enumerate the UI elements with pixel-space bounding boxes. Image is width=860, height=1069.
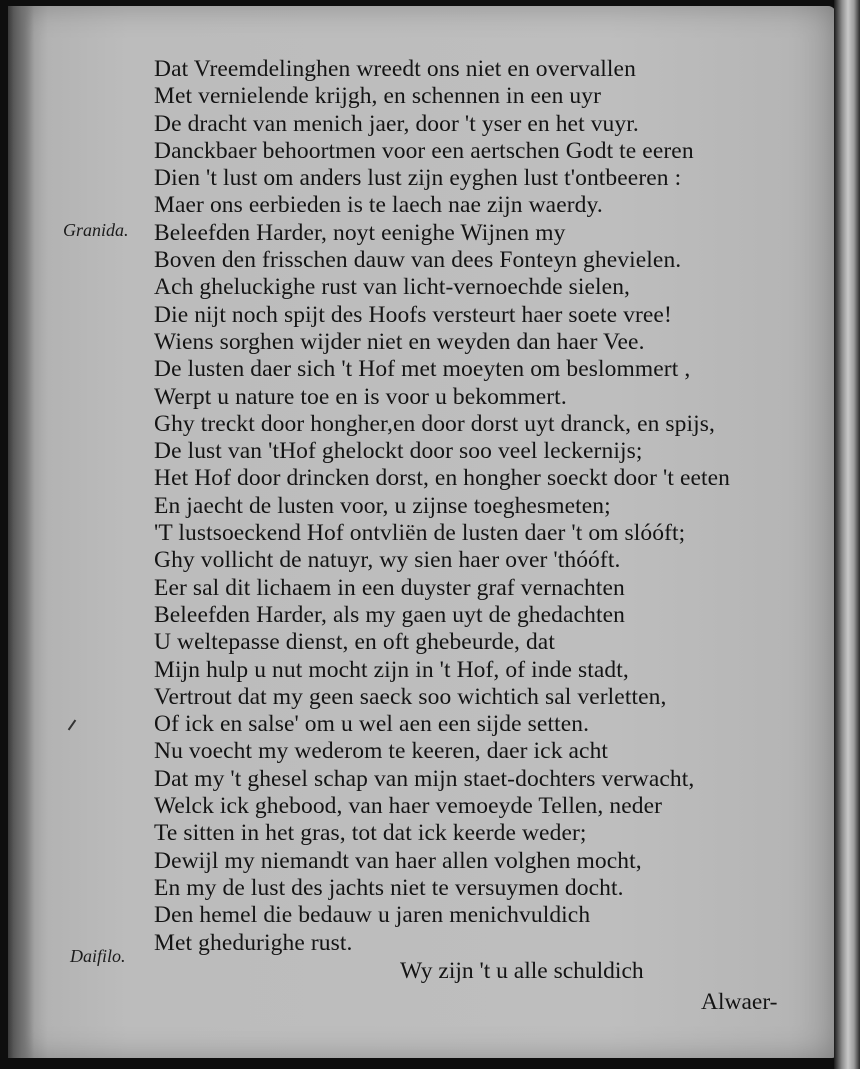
verse-line: Mijn hulp u nut mocht zijn in 't Hof, of inde stadt, — [154, 656, 629, 683]
verse-line: U weltepasse dienst, en oft ghebeurde, dat — [154, 629, 555, 656]
reply-half-line: Wy zijn 't u alle schuldich — [400, 958, 644, 984]
ink-mark — [68, 720, 77, 731]
verse-line: Beleefden Harder, als my gaen uyt de ghedachten — [154, 601, 625, 628]
verse-line: 'T lustsoeckend Hof ontvliën de lusten daer 't om slóóft; — [154, 520, 686, 547]
page-edge — [834, 0, 860, 1069]
verse-line: Nu voecht my wederom te keeren, daer ick acht — [154, 738, 609, 765]
verse-line: Boven den frisschen dauw van dees Fonteyn ghevielen. — [154, 247, 682, 274]
verse-line: Die nijt noch spijt des Hoofs versteurt haer soete vree! — [154, 301, 672, 328]
verse-line: Den hemel die bedauw u jaren menichvuldich — [154, 902, 591, 929]
verse-line: En my de lust des jachts niet te versuymen docht. — [154, 874, 624, 901]
verse-line: Met vernielende krijgh, en schennen in een uyr — [154, 83, 602, 110]
verse-line: Dat Vreemdelinghen wreedt ons niet en overvallen — [154, 56, 636, 82]
book-page — [8, 6, 836, 1058]
verse-line: Ghy vollicht de natuyr, wy sien haer over 'thóóft. — [154, 547, 621, 574]
verse-line: De dracht van menich jaer, door 't yser en het vuyr. — [154, 110, 639, 137]
verse-line: En jaecht de lusten voor, u zijnse toeghesmeten; — [154, 492, 611, 519]
verse-line: Wiens sorghen wijder niet en weyden dan haer Vee. — [154, 328, 645, 355]
verse-line: Eer sal dit lichaem in een duyster graf vernachten — [154, 574, 625, 601]
verse-line: Vertrout dat my geen saeck soo wichtich sal verletten, — [154, 683, 667, 710]
verse-line: De lusten daer sich 't Hof met moeyten om beslommert , — [154, 356, 691, 383]
verse-line: Met ghedurighe rust. — [154, 929, 353, 956]
verse-line: Ghy treckt door hongher,en door dorst uyt dranck, en spijs, — [154, 410, 716, 437]
verse-line: Te sitten in het gras, tot dat ick keerde weder; — [154, 820, 587, 847]
verse-line: De lust van 'tHof ghelockt door soo veel leckernijs; — [154, 438, 643, 465]
verse-line: Dien 't lust om anders lust zijn eyghen lust t'ontbeeren : — [154, 165, 682, 192]
page-gutter-shadow — [8, 6, 34, 1058]
verse-line: Of ick en salse' om u wel aen een sijde setten. — [154, 711, 590, 738]
verse-line: Welck ick ghebood, van haer vemoeyde Tellen, neder — [154, 793, 663, 820]
verse-line: Danckbaer behoortmen voor een aertschen Godt te eeren — [154, 137, 694, 164]
speaker-label-granida: Granida. — [63, 220, 129, 240]
verse-line: Maer ons eerbieden is te laech nae zijn waerdy. — [154, 192, 603, 219]
verse-line: Beleefden Harder, noyt eenighe Wijnen my — [154, 219, 566, 246]
verse-line: Dat my 't ghesel schap van mijn staet-dochters verwacht, — [154, 765, 695, 792]
verse-line: Dewijl my niemandt van haer allen volghen mocht, — [154, 847, 642, 874]
speaker-label-daifilo: Daifilo. — [70, 946, 126, 966]
verse-block — [154, 56, 814, 957]
verse-line: Werpt u nature toe en is voor u bekommert. — [154, 383, 567, 410]
verse-line: Ach gheluckighe rust van licht-vernoechde sielen, — [154, 274, 631, 301]
verse-line: Het Hof door drincken dorst, en hongher soeckt door 't eeten — [154, 465, 731, 492]
catchword: Alwaer- — [701, 989, 778, 1015]
